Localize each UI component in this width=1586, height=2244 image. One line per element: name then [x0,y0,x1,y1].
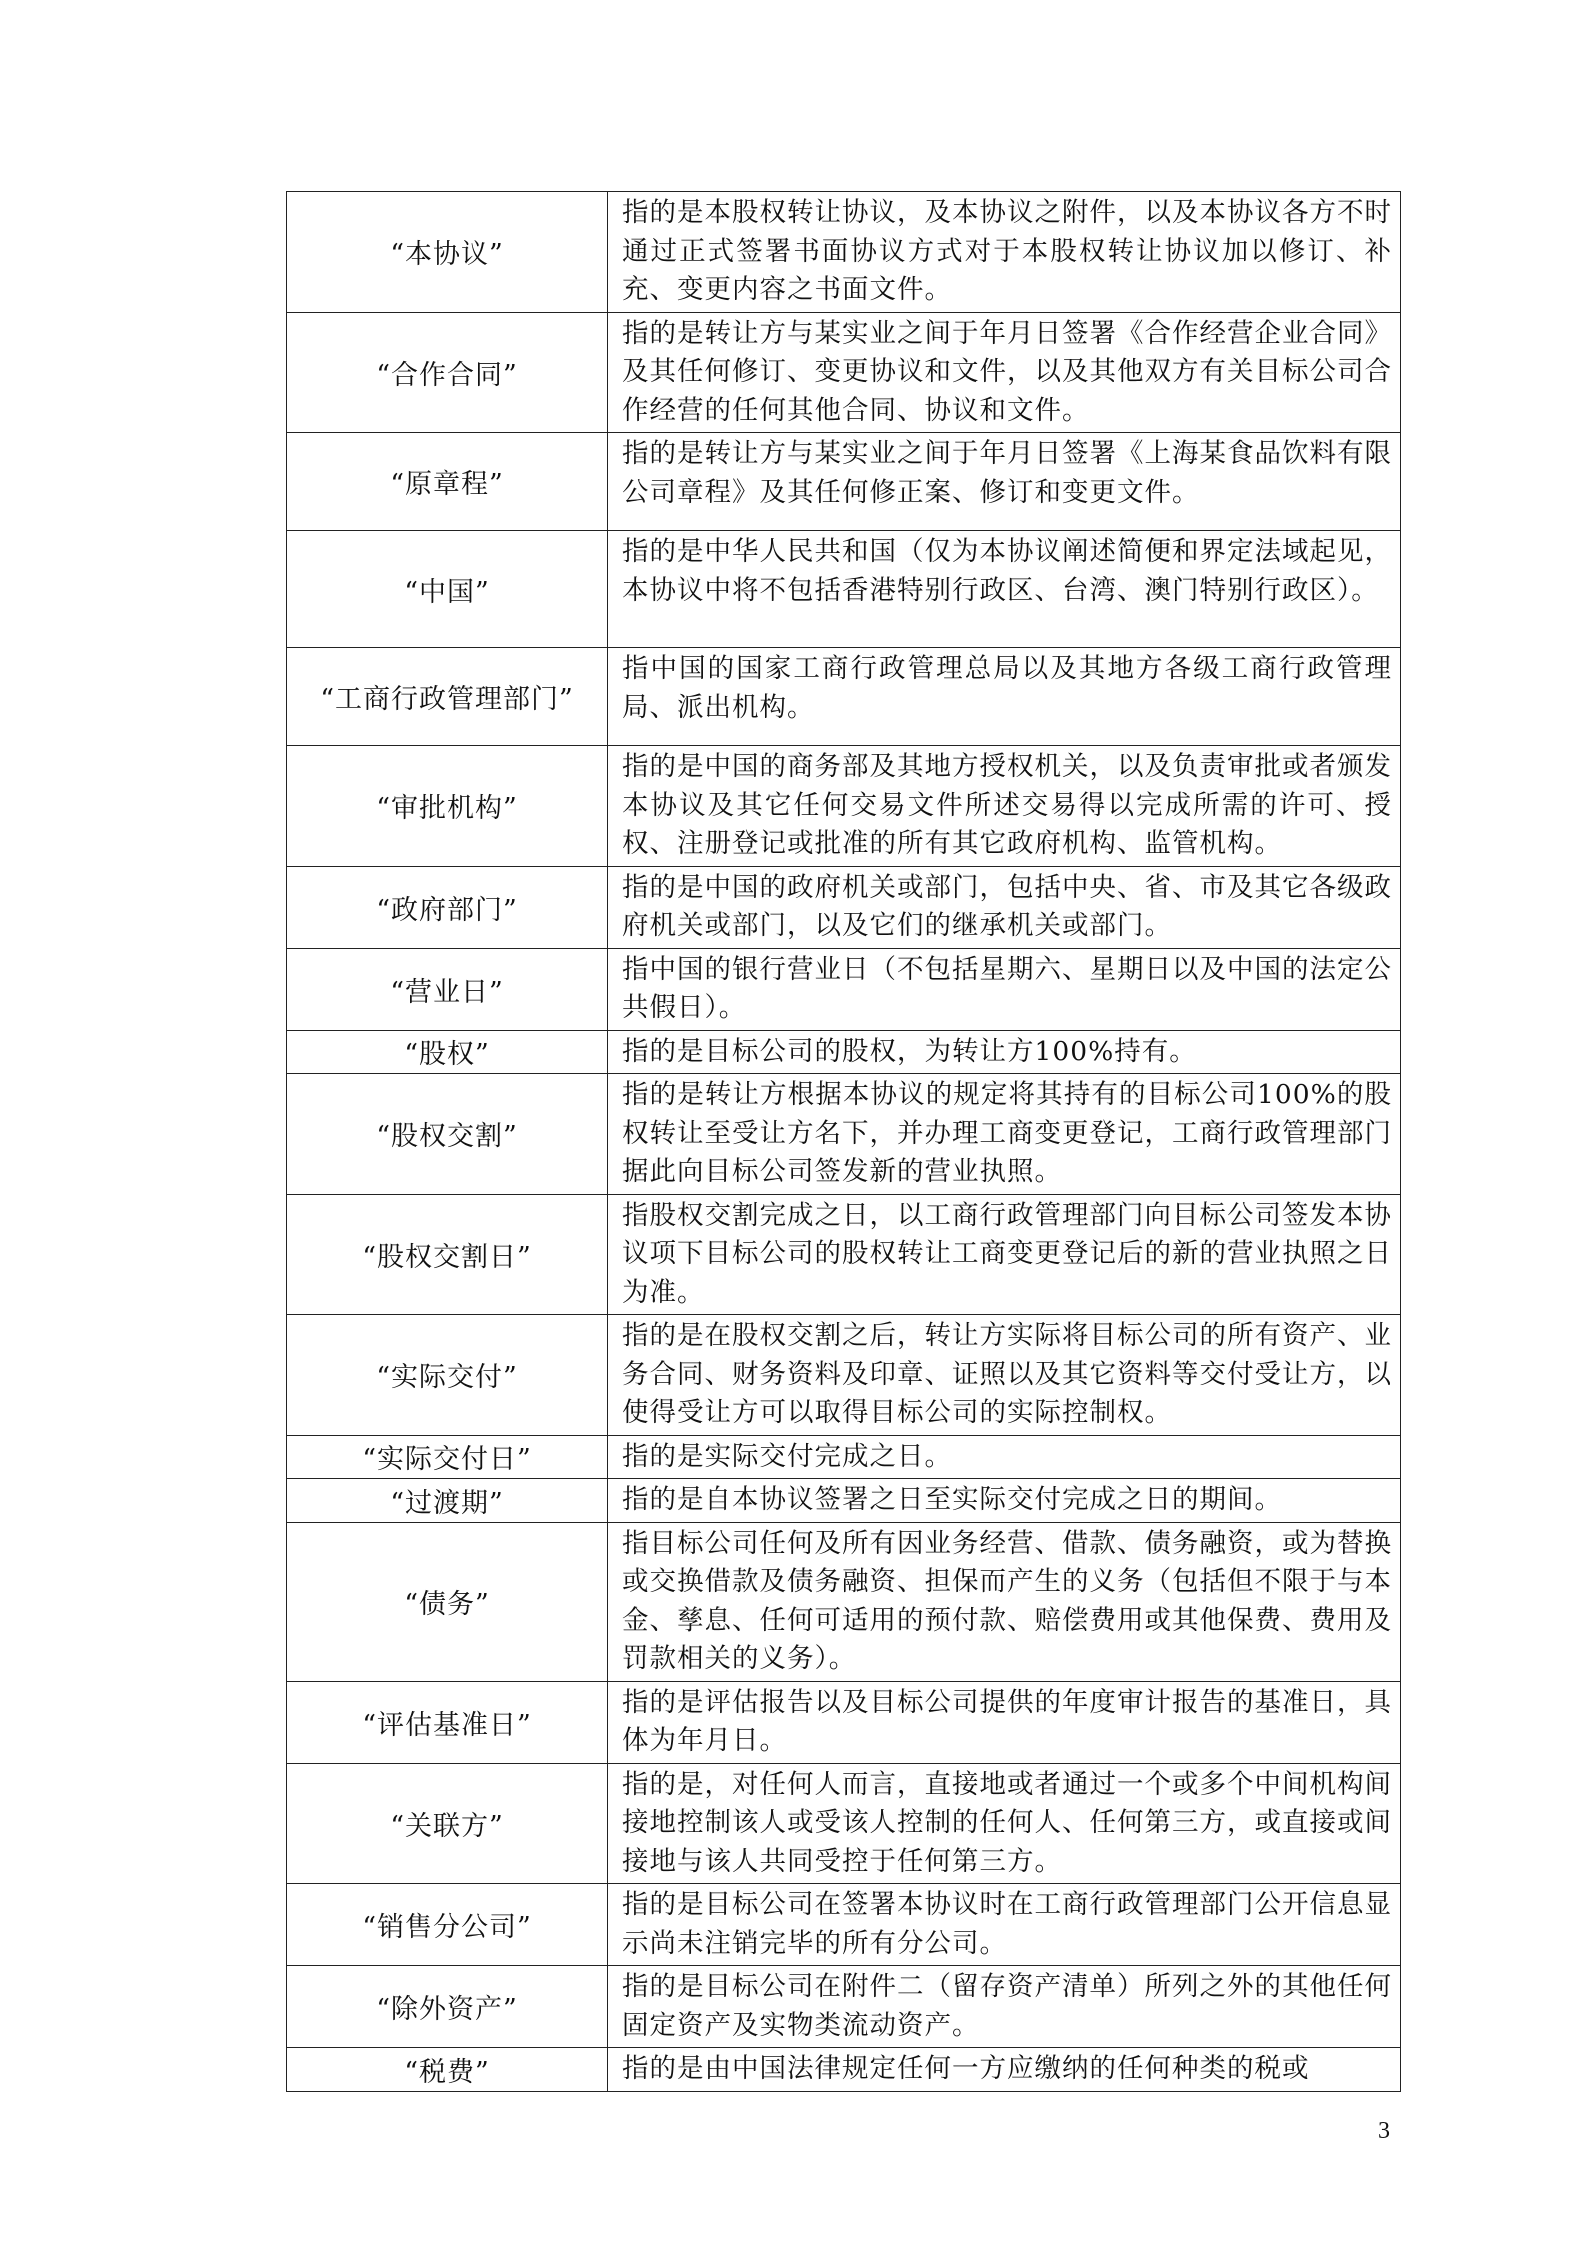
definition-cell: 指的是目标公司的股权，为转让方100%持有。 [608,1030,1401,1074]
definition-cell: 指的是实际交付完成之日。 [608,1435,1401,1479]
term-cell: “股权交割日” [287,1194,608,1315]
table-row [287,948,1401,1030]
table-row [287,312,1401,433]
term-cell: “合作合同” [287,312,608,433]
term-cell: “股权” [287,1030,608,1074]
definition-cell: 指的是自本协议签署之日至实际交付完成之日的期间。 [608,1479,1401,1523]
table-row [287,433,1401,531]
table-row [287,648,1401,746]
definitions-table [286,191,1401,2092]
definition-cell: 指的是转让方根据本协议的规定将其持有的目标公司100%的股权转让至受让方名下，并办理工商变更登记，工商行政管理部门据此向目标公司签发新的营业执照。 [608,1074,1401,1195]
term-cell: “除外资产” [287,1966,608,2048]
table-row [287,1884,1401,1966]
definition-cell: 指的是评估报告以及目标公司提供的年度审计报告的基准日，具体为年月日。 [608,1681,1401,1763]
term-cell: “税费” [287,2048,608,2092]
table-row [287,1074,1401,1195]
table-row [287,1763,1401,1884]
definition-cell: 指的是转让方与某实业之间于年月日签署《上海某食品饮料有限公司章程》及其任何修正案、修订和变更文件。 [608,433,1401,531]
table-row [287,1194,1401,1315]
term-cell: “中国” [287,531,608,648]
term-cell: “评估基准日” [287,1681,608,1763]
definition-cell: 指的是转让方与某实业之间于年月日签署《合作经营企业合同》及其任何修订、变更协议和文件，以及其他双方有关目标公司合作经营的任何其他合同、协议和文件。 [608,312,1401,433]
table-row [287,1435,1401,1479]
term-cell: “销售分公司” [287,1884,608,1966]
term-cell: “本协议” [287,192,608,313]
definition-cell: 指的是目标公司在附件二（留存资产清单）所列之外的其他任何固定资产及实物类流动资产。 [608,1966,1401,2048]
table-row [287,1479,1401,1523]
page-number: 3 [1378,2118,1390,2144]
table-row [287,1030,1401,1074]
table-row [287,531,1401,648]
term-cell: “实际交付日” [287,1435,608,1479]
term-cell: “关联方” [287,1763,608,1884]
definition-cell: 指的是在股权交割之后，转让方实际将目标公司的所有资产、业务合同、财务资料及印章、证照以及其它资料等交付受让方，以使得受让方可以取得目标公司的实际控制权。 [608,1315,1401,1436]
definition-cell: 指中国的银行营业日（不包括星期六、星期日以及中国的法定公共假日）。 [608,948,1401,1030]
table-row [287,2048,1401,2092]
term-cell: “工商行政管理部门” [287,648,608,746]
definition-cell: 指中国的国家工商行政管理总局以及其地方各级工商行政管理局、派出机构。 [608,648,1401,746]
definition-cell: 指目标公司任何及所有因业务经营、借款、债务融资，或为替换或交换借款及债务融资、担保而产生的义务（包括但不限于与本金、孳息、任何可适用的预付款、赔偿费用或其他保费、费用及罚款相关的义务）。 [608,1522,1401,1681]
table-row [287,1681,1401,1763]
definition-cell: 指的是，对任何人而言，直接地或者通过一个或多个中间机构间接地控制该人或受该人控制的任何人、任何第三方，或直接或间接地与该人共同受控于任何第三方。 [608,1763,1401,1884]
term-cell: “实际交付” [287,1315,608,1436]
definition-cell: 指的是本股权转让协议，及本协议之附件，以及本协议各方不时通过正式签署书面协议方式对于本股权转让协议加以修订、补充、变更内容之书面文件。 [608,192,1401,313]
table-row [287,1315,1401,1436]
term-cell: “过渡期” [287,1479,608,1523]
term-cell: “原章程” [287,433,608,531]
term-cell: “债务” [287,1522,608,1681]
definition-cell: 指的是中国的商务部及其地方授权机关，以及负责审批或者颁发本协议及其它任何交易文件所述交易得以完成所需的许可、授权、注册登记或批准的所有其它政府机构、监管机构。 [608,746,1401,867]
term-cell: “审批机构” [287,746,608,867]
definition-cell: 指的是目标公司在签署本协议时在工商行政管理部门公开信息显示尚未注销完毕的所有分公司。 [608,1884,1401,1966]
table-row [287,746,1401,867]
term-cell: “股权交割” [287,1074,608,1195]
definition-cell: 指的是中华人民共和国（仅为本协议阐述简便和界定法域起见，本协议中将不包括香港特别行政区、台湾、澳门特别行政区）。 [608,531,1401,648]
table-row [287,1966,1401,2048]
term-cell: “政府部门” [287,866,608,948]
table-row [287,192,1401,313]
definition-cell: 指的是由中国法律规定任何一方应缴纳的任何种类的税或 [608,2048,1401,2092]
definition-cell: 指股权交割完成之日，以工商行政管理部门向目标公司签发本协议项下目标公司的股权转让工商变更登记后的新的营业执照之日为准。 [608,1194,1401,1315]
term-cell: “营业日” [287,948,608,1030]
definition-cell: 指的是中国的政府机关或部门，包括中央、省、市及其它各级政府机关或部门，以及它们的继承机关或部门。 [608,866,1401,948]
table-row [287,866,1401,948]
table-row [287,1522,1401,1681]
